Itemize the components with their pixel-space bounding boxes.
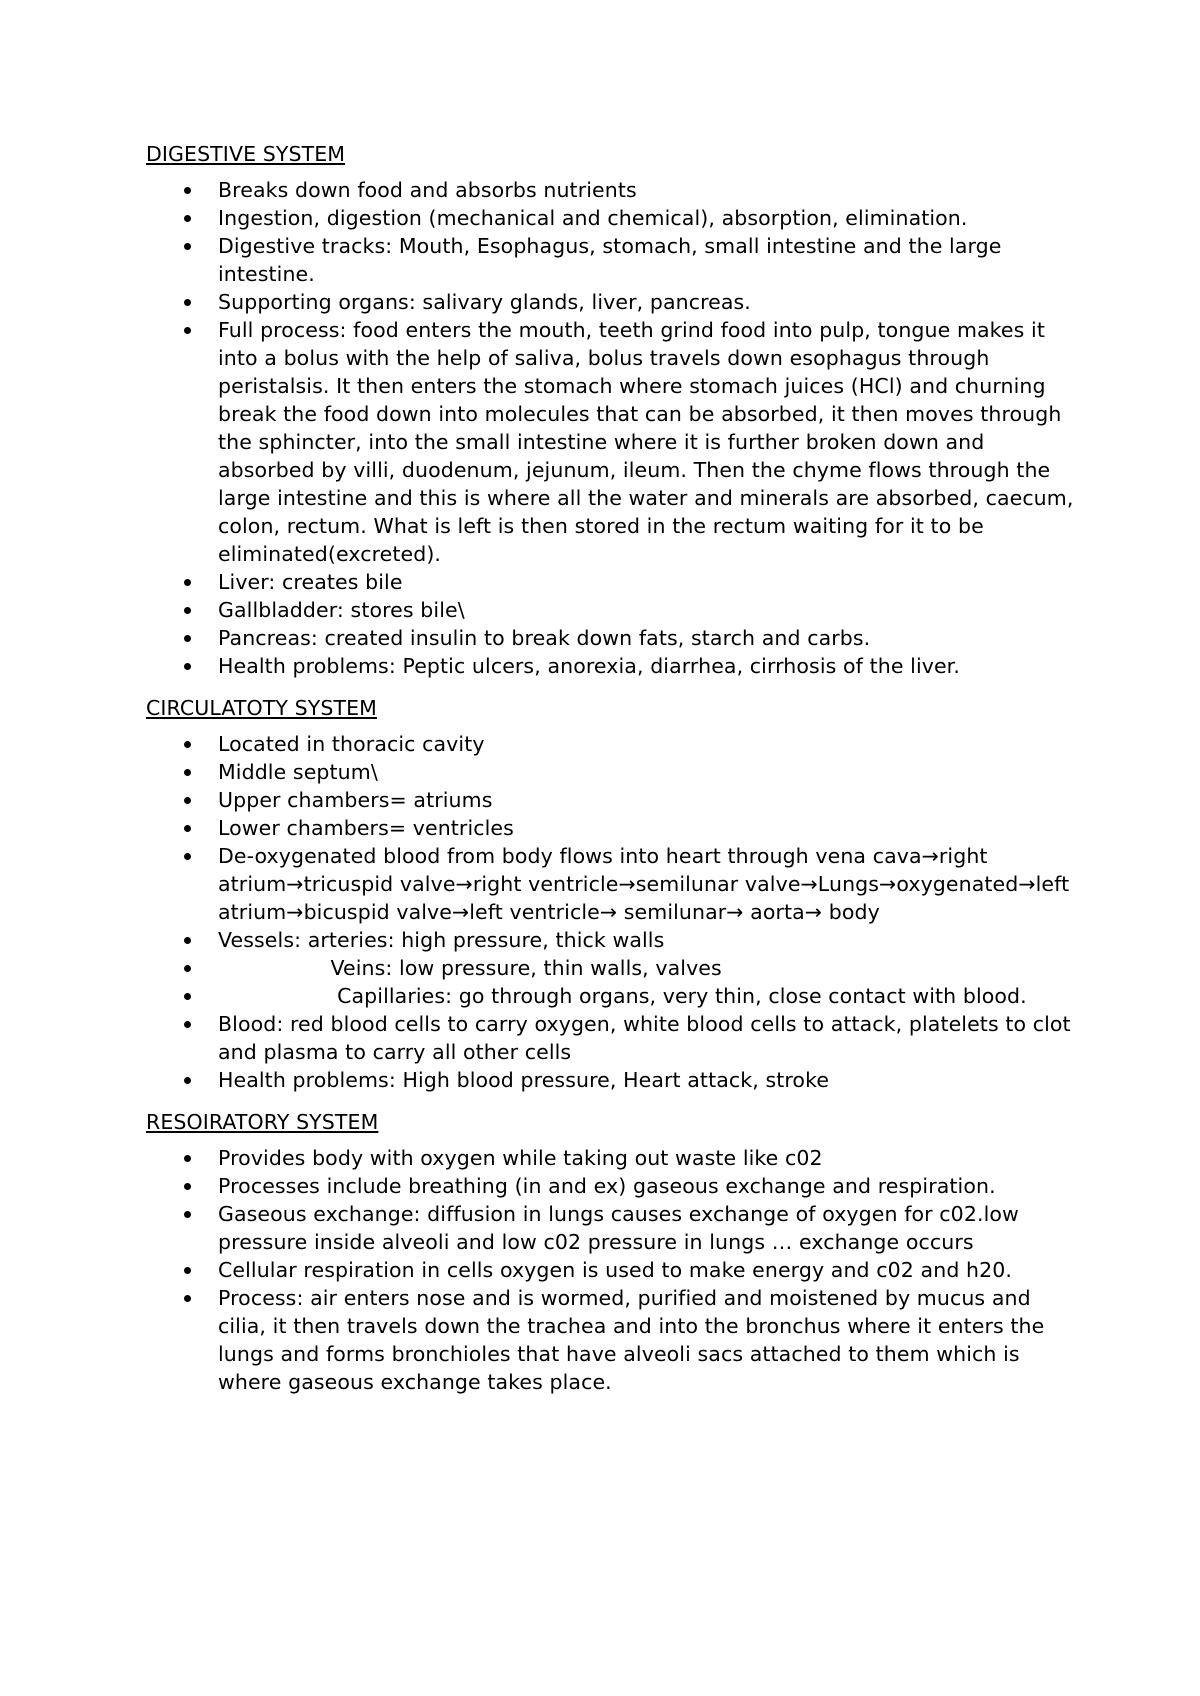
list-item xyxy=(146,1010,1076,1066)
list-item xyxy=(146,926,1076,954)
list-item xyxy=(146,204,1076,232)
section-heading: CIRCULATOTY SYSTEM xyxy=(146,696,377,720)
bullet-icon xyxy=(184,215,191,222)
list-item-text: Digestive tracks: Mouth, Esophagus, stomach, small intestine and the large intestine. xyxy=(218,234,1009,286)
list-item xyxy=(146,758,1076,786)
list-item xyxy=(146,624,1076,652)
bullet-icon xyxy=(184,825,191,832)
bullet-list xyxy=(146,176,1081,680)
bullet-icon xyxy=(184,1295,191,1302)
list-item xyxy=(146,1066,1076,1094)
bullet-icon xyxy=(184,607,191,614)
list-item xyxy=(146,730,1076,758)
document-body xyxy=(146,140,1081,1410)
list-item-text: De-oxygenated blood from body flows into heart through vena cava→right atrium→tricuspid valve→right ventricle→semilunar valve→Lungs→oxygenated→left atrium→bicuspid valve→left ventricle→ semilunar→ aorta→ body xyxy=(218,844,1076,924)
list-item-text: Health problems: Peptic ulcers, anorexia, diarrhea, cirrhosis of the liver. xyxy=(218,654,960,678)
list-item-text: Vessels: arteries: high pressure, thick walls xyxy=(218,928,665,952)
bullet-icon xyxy=(184,965,191,972)
bullet-list xyxy=(146,1144,1076,1396)
bullet-icon xyxy=(184,1077,191,1084)
list-item xyxy=(146,1284,1076,1396)
list-item xyxy=(146,288,1076,316)
list-item-text: Provides body with oxygen while taking out waste like c02 xyxy=(218,1146,823,1170)
list-item-text: Located in thoracic cavity xyxy=(218,732,485,756)
bullet-icon xyxy=(184,937,191,944)
list-item-text: Gallbladder: stores bile\ xyxy=(218,598,465,622)
bullet-icon xyxy=(184,1183,191,1190)
list-item xyxy=(146,176,1076,204)
list-item xyxy=(146,982,1076,1010)
list-item-text: Capillaries: go through organs, very thin, close contact with blood. xyxy=(218,984,1027,1008)
list-item xyxy=(146,596,1076,624)
bullet-icon xyxy=(184,579,191,586)
list-item xyxy=(146,1256,1076,1284)
bullet-icon xyxy=(184,663,191,670)
bullet-icon xyxy=(184,993,191,1000)
list-item xyxy=(146,1172,1076,1200)
list-item-text: Processes include breathing (in and ex) gaseous exchange and respiration. xyxy=(218,1174,996,1198)
list-item-text: Blood: red blood cells to carry oxygen, white blood cells to attack, platelets to clot and plasma to carry all other cells xyxy=(218,1012,1078,1064)
list-item-text: Veins: low pressure, thin walls, valves xyxy=(218,956,722,980)
section-heading: DIGESTIVE SYSTEM xyxy=(146,142,346,166)
bullet-icon xyxy=(184,1267,191,1274)
list-item-text: Process: air enters nose and is wormed, purified and moistened by mucus and cilia, it then travels down the trachea and into the bronchus where it enters the lungs and forms bronchioles that have alveoli sacs attached to them which is where gaseous exchange takes place. xyxy=(218,1286,1051,1394)
bullet-icon xyxy=(184,243,191,250)
bullet-icon xyxy=(184,1155,191,1162)
bullet-icon xyxy=(184,769,191,776)
bullet-icon xyxy=(184,299,191,306)
list-item xyxy=(146,316,1081,568)
list-item xyxy=(146,652,1076,680)
list-item-text: Pancreas: created insulin to break down fats, starch and carbs. xyxy=(218,626,871,650)
bullet-list xyxy=(146,730,1076,1094)
bullet-icon xyxy=(184,187,191,194)
list-item xyxy=(146,1200,1076,1256)
bullet-icon xyxy=(184,1211,191,1218)
list-item-text: Upper chambers= atriums xyxy=(218,788,493,812)
bullet-icon xyxy=(184,327,191,334)
list-item-text: Lower chambers= ventricles xyxy=(218,816,514,840)
list-item-text: Health problems: High blood pressure, Heart attack, stroke xyxy=(218,1068,830,1092)
list-item-text: Gaseous exchange: diffusion in lungs causes exchange of oxygen for c02.low pressure inside alveoli and low c02 pressure in lungs … exchange occurs xyxy=(218,1202,1026,1254)
list-item-text: Full process: food enters the mouth, teeth grind food into pulp, tongue makes it into a bolus with the help of saliva, bolus travels down esophagus through peristalsis. It then enters the stomach where stomach juices (HCl) and churning break the food down into molecules that can be absorbed, it then moves through the sphincter, into the small intestine where it is further broken down and absorbed by villi, duodenum, jejunum, ileum. Then the chyme flows through the large intestine and this is where all the water and minerals are absorbed, caecum, colon, rectum. What is left is then stored in the rectum waiting for it to be eliminated(excreted). xyxy=(218,318,1081,566)
list-item-text: Breaks down food and absorbs nutrients xyxy=(218,178,637,202)
bullet-icon xyxy=(184,853,191,860)
bullet-icon xyxy=(184,741,191,748)
section-heading: RESOIRATORY SYSTEM xyxy=(146,1110,379,1134)
list-item xyxy=(146,842,1076,926)
list-item-text: Liver: creates bile xyxy=(218,570,403,594)
bullet-icon xyxy=(184,1021,191,1028)
list-item-text: Supporting organs: salivary glands, liver, pancreas. xyxy=(218,290,751,314)
list-item xyxy=(146,954,1076,982)
list-item xyxy=(146,814,1076,842)
list-item xyxy=(146,232,1076,288)
bullet-icon xyxy=(184,797,191,804)
list-item-text: Middle septum\ xyxy=(218,760,378,784)
list-item xyxy=(146,568,1076,596)
list-item-text: Ingestion, digestion (mechanical and chemical), absorption, elimination. xyxy=(218,206,968,230)
list-item xyxy=(146,1144,1076,1172)
bullet-icon xyxy=(184,635,191,642)
list-item xyxy=(146,786,1076,814)
list-item-text: Cellular respiration in cells oxygen is used to make energy and c02 and h20. xyxy=(218,1258,1013,1282)
